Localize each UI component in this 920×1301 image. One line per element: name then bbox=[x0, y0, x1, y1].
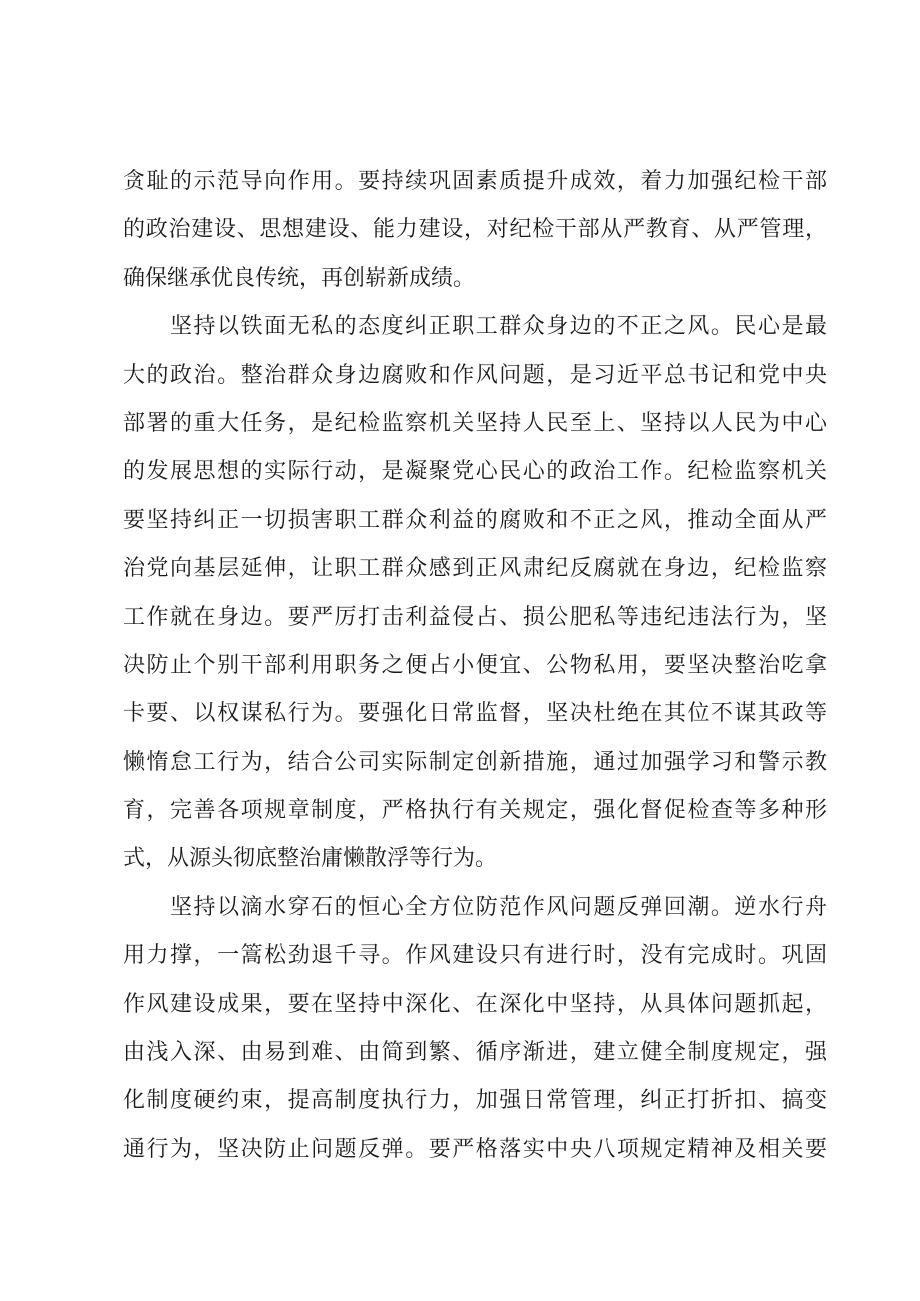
paragraph-first-line: 坚持以滴水穿石的恒心全方位防范作风问题反弹回潮。逆水行舟 bbox=[170, 894, 827, 920]
text-line: 式，从源头彻底整治庸懒散浮等行为。 bbox=[123, 846, 498, 872]
document-body bbox=[123, 158, 827, 1174]
text-line: 懒惰怠工行为，结合公司实际制定创新措施，通过加强学习和警示教 bbox=[123, 749, 827, 775]
text-line: 部署的重大任务，是纪检监察机关坚持人民至上、坚持以人民为中心 bbox=[123, 410, 827, 436]
text-line: 用力撑，一篙松劲退千寻。作风建设只有进行时，没有完成时。巩固 bbox=[123, 943, 827, 969]
text-line: 工作就在身边。要严厉打击利益侵占、损公肥私等违纪违法行为，坚 bbox=[123, 604, 827, 630]
text-line: 作风建设成果，要在坚持中深化、在深化中坚持，从具体问题抓起， bbox=[123, 991, 827, 1017]
text-line: 育，完善各项规章制度，严格执行有关规定，强化督促检查等多种形 bbox=[123, 798, 827, 824]
text-line: 大的政治。整治群众身边腐败和作风问题，是习近平总书记和党中央 bbox=[123, 362, 827, 388]
text-line: 决防止个别干部利用职务之便占小便宜、公物私用，要坚决整治吃拿 bbox=[123, 652, 827, 678]
text-line: 贪耻的示范导向作用。要持续巩固素质提升成效，着力加强纪检干部 bbox=[123, 169, 827, 194]
text-line: 的政治建设、思想建设、能力建设，对纪检干部从严教育、从严管理， bbox=[123, 217, 827, 243]
text-line: 要坚持纠正一切损害职工群众利益的腐败和不正之风，推动全面从严 bbox=[123, 507, 827, 533]
text-line: 卡要、以权谋私行为。要强化日常监督，坚决杜绝在其位不谋其政等 bbox=[123, 701, 827, 727]
paragraph-first-line: 坚持以铁面无私的态度纠正职工群众身边的不正之风。民心是最 bbox=[170, 314, 827, 340]
text-line: 通行为，坚决防止问题反弹。要严格落实中央八项规定精神及相关要 bbox=[123, 1136, 827, 1162]
text-line: 治党向基层延伸，让职工群众感到正风肃纪反腐就在身边，纪检监察 bbox=[123, 556, 827, 582]
text-line: 确保继承优良传统，再创崭新成绩。 bbox=[123, 265, 476, 291]
text-line: 化制度硬约束，提高制度执行力，加强日常管理，纠正打折扣、搞变 bbox=[123, 1088, 827, 1114]
text-line: 由浅入深、由易到难、由简到繁、循序渐进，建立健全制度规定，强 bbox=[123, 1040, 827, 1066]
text-line: 的发展思想的实际行动，是凝聚党心民心的政治工作。纪检监察机关 bbox=[123, 459, 827, 485]
